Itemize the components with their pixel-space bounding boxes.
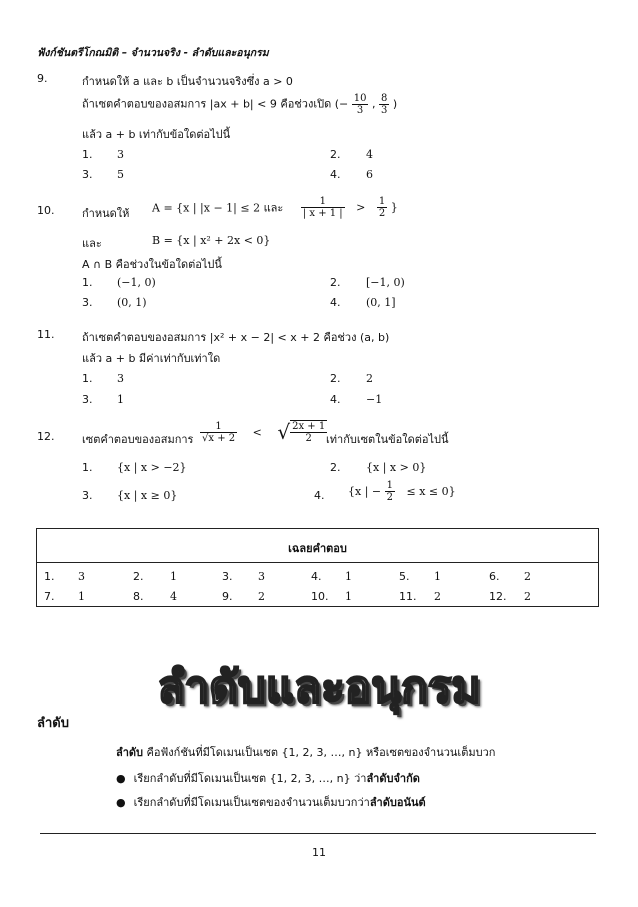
q10-choice-3-num: 3. [82, 296, 93, 309]
q12-fraction [200, 421, 237, 444]
q11-line2: แล้ว a + b มีค่าเท่ากับเท่าใด [82, 352, 221, 365]
footer-divider [40, 833, 596, 834]
bullet-infinite-text: เรียกลำดับที่มีโดเมนเป็นเซตของจำนวนเต็มบวกว่า [133, 796, 370, 809]
q9-frac2-num: 8 [380, 93, 388, 104]
answer-6-value: 2 [524, 570, 531, 583]
q12-lt: < [252, 425, 262, 439]
q9-choice-2-num: 2. [330, 148, 341, 161]
q10-choice-2-num: 2. [330, 276, 341, 289]
q10-choice-4-num: 4. [330, 296, 341, 309]
bullet-icon: ● [116, 796, 126, 809]
answer-1-value: 3 [78, 570, 85, 583]
q12-sqrt [277, 420, 327, 444]
q12-choice-4-num: 4. [314, 489, 325, 502]
answer-10-value: 1 [345, 590, 352, 603]
q12-choice-4 [348, 480, 456, 503]
q9-choice-2: 4 [366, 148, 373, 161]
answer-4-value: 1 [345, 570, 352, 583]
q12-line1-label: เซตคำตอบของอสมการ [82, 433, 194, 446]
page-header: ฟังก์ชันตรีโกณมิติ – จำนวนจริง - ลำดับและอนุกรม [37, 47, 269, 59]
q10-line2-label: และ [82, 237, 102, 250]
q12-sqrt-fraction [290, 420, 327, 444]
q11-choice-2-num: 2. [330, 372, 341, 385]
q12-sqrt-den: 2 [305, 433, 312, 444]
q12-number: 12. [37, 430, 55, 443]
q12-inequality [200, 420, 327, 444]
chapter-title: ลำดับและอนุกรม [157, 662, 481, 713]
q12-line1-tail: เท่ากับเซตในข้อใดต่อไปนี้ [326, 433, 449, 446]
q9-frac1-num: 10 [353, 93, 367, 104]
q10-brace: } [390, 201, 398, 214]
sqrt-icon: √ [277, 420, 291, 444]
answer-10-num: 10. [311, 590, 329, 603]
q9-choice-3: 5 [117, 168, 124, 181]
answer-9-value: 2 [258, 590, 265, 603]
q10-choice-3: (0, 1) [117, 296, 147, 309]
q10-line1 [152, 196, 398, 219]
answer-8-num: 8. [133, 590, 144, 603]
answer-5-value: 1 [434, 570, 441, 583]
q12-frac-den: √x + 2 [202, 432, 236, 444]
q11-choice-4: −1 [366, 393, 383, 406]
answer-3-value: 3 [258, 570, 265, 583]
bullet-finite-term: ลำดับจำกัด [366, 772, 420, 785]
q9-line3: แล้ว a + b เท่ากับข้อใดต่อไปนี้ [82, 128, 231, 141]
q9-close-paren: ) [392, 97, 398, 111]
answer-key-divider [37, 562, 598, 563]
q10-frac2-den: 2 [378, 208, 386, 219]
answer-12-num: 12. [489, 590, 507, 603]
q12-choice-4-head: {x | − [348, 485, 382, 498]
q9-choice-4-num: 4. [330, 168, 341, 181]
q10-choice-2: [−1, 0) [366, 276, 405, 289]
q10-frac1-den: | x + 1 | [302, 208, 343, 219]
answer-7-num: 7. [44, 590, 55, 603]
q12-choice-3-num: 3. [82, 489, 93, 502]
q9-choice-4: 6 [366, 168, 373, 181]
q10-choice-1: (−1, 0) [117, 276, 156, 289]
answer-11-value: 2 [434, 590, 441, 603]
q10-choice-4: (0, 1] [366, 296, 396, 309]
bullet-finite-text: เรียกลำดับที่มีโดเมนเป็นเซต {1, 2, 3, …, n} ว่า [133, 772, 367, 785]
q10-line1-label: กำหนดให้ [82, 207, 130, 220]
q9-choice-3-num: 3. [82, 168, 93, 181]
q9-number: 9. [37, 72, 48, 85]
q11-choice-3-num: 3. [82, 393, 93, 406]
answer-key-title: เฉลยคำตอบ [288, 542, 347, 555]
bullet-infinite-term: ลำดับอนันต์ [369, 796, 426, 809]
q11-choice-1: 3 [117, 372, 124, 385]
answer-9-num: 9. [222, 590, 233, 603]
page-number: 11 [312, 846, 326, 859]
q12-c4-num: 1 [386, 480, 393, 491]
answer-6-num: 6. [489, 570, 500, 583]
q9-choice-1: 3 [117, 148, 124, 161]
answer-8-value: 4 [170, 590, 177, 603]
q9-fraction-1 [352, 93, 369, 116]
q12-choice-1-num: 1. [82, 461, 93, 474]
q10-fraction-1 [301, 196, 345, 219]
answer-7-value: 1 [78, 590, 85, 603]
q11-choice-4-num: 4. [330, 393, 341, 406]
q10-set-a: A = {x | |x − 1| ≤ 2 และ [152, 201, 284, 215]
bullet-icon: ● [116, 772, 126, 785]
q12-choice-1: {x | x > −2} [117, 461, 187, 474]
q10-frac1-num: 1 [301, 196, 345, 208]
q10-number: 10. [37, 204, 55, 217]
q9-line2-text: ถ้าเซตคำตอบของอสมการ |ax + b| < 9 คือช่วงเปิด (− [82, 97, 349, 111]
definition-text: คือฟังก์ชันที่มีโดเมนเป็นเซต {1, 2, 3, …, n} หรือเซตของจำนวนเต็มบวก [143, 746, 496, 759]
q10-choice-1-num: 1. [82, 276, 93, 289]
q9-frac1-den: 3 [356, 105, 364, 116]
q12-choice-2: {x | x > 0} [366, 461, 427, 474]
q12-c4-den: 2 [386, 492, 393, 503]
q9-line2 [82, 93, 397, 116]
definition-line [116, 743, 495, 761]
answer-1-num: 1. [44, 570, 55, 583]
q10-set-b: B = {x | x² + 2x < 0} [152, 234, 271, 247]
q12-choice-4-tail: ≤ x ≤ 0} [406, 485, 456, 498]
bullet-finite [116, 769, 420, 787]
q10-fraction-2 [377, 196, 387, 219]
definition-term: ลำดับ [116, 746, 144, 759]
q10-line3: A ∩ B คือช่วงในข้อใดต่อไปนี้ [82, 258, 222, 271]
q9-fraction-2 [379, 93, 389, 116]
q11-choice-1-num: 1. [82, 372, 93, 385]
q12-frac-num: 1 [200, 421, 237, 433]
q12-sqrt-num: 2x + 1 [292, 421, 326, 432]
answer-3-num: 3. [222, 570, 233, 583]
answer-5-num: 5. [399, 570, 410, 583]
answer-11-num: 11. [399, 590, 417, 603]
section-heading: ลำดับ [37, 716, 69, 731]
q9-comma: , [371, 97, 376, 111]
q11-choice-2: 2 [366, 372, 373, 385]
q12-choice-3: {x | x ≥ 0} [117, 489, 178, 502]
answer-4-num: 4. [311, 570, 322, 583]
bullet-infinite [116, 793, 426, 811]
answer-2-num: 2. [133, 570, 144, 583]
q11-number: 11. [37, 328, 55, 341]
q12-choice-2-num: 2. [330, 461, 341, 474]
answer-2-value: 1 [170, 570, 177, 583]
q10-frac2-num: 1 [378, 196, 386, 207]
q12-choice-4-fraction [385, 480, 395, 503]
q10-gt: > [356, 201, 366, 214]
q9-frac2-den: 3 [380, 105, 388, 116]
q11-choice-3: 1 [117, 393, 124, 406]
answer-12-value: 2 [524, 590, 531, 603]
q9-line1: กำหนดให้ a และ b เป็นจำนวนจริงซึ่ง a > 0 [82, 75, 293, 88]
q9-choice-1-num: 1. [82, 148, 93, 161]
q11-line1: ถ้าเซตคำตอบของอสมการ |x² + x − 2| < x + 2 คือช่วง (a, b) [82, 331, 390, 344]
